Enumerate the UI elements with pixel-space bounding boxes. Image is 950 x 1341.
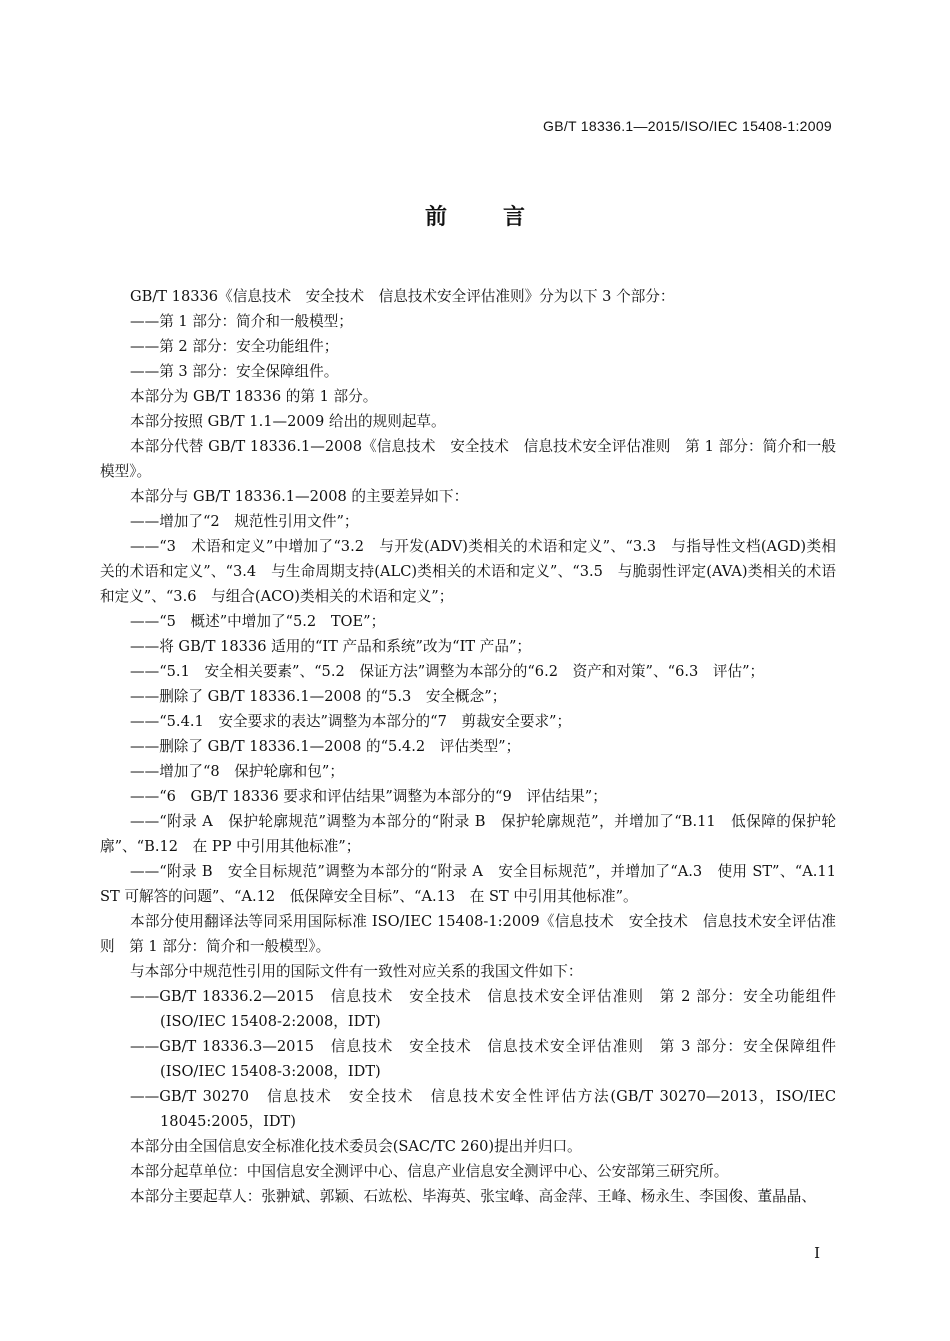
list-item: ——将 GB/T 18336 适用的“IT 产品和系统”改为“IT 产品”； [130, 638, 531, 655]
paragraph: 本部分为 GB/T 18336 的第 1 部分。 [130, 388, 378, 405]
list-item: ——“5.4.1 安全要求的表达”调整为本部分的“7 剪裁安全要求”； [130, 713, 572, 730]
list-item: ——“6 GB/T 18336 要求和评估结果”调整为本部分的“9 评估结果”； [130, 788, 607, 805]
list-item: ——第 1 部分：简介和一般模型； [130, 313, 353, 330]
page-title: 前言 [424, 204, 581, 230]
list-item: ——第 2 部分：安全功能组件； [130, 338, 339, 355]
paragraph: 本部分与 GB/T 18336.1—2008 的主要差异如下： [130, 488, 469, 505]
list-item: ——“5.1 安全相关要素”、“5.2 保证方法”调整为本部分的“6.2 资产和对策”、“6.3 评估”； [130, 663, 765, 680]
page-number: I [814, 1244, 820, 1262]
list-item: ——GB/T 30270 信息技术 安全技术 信息技术安全性评估方法(GB/T 30270—2013，ISO/IEC 18045:2005，IDT) [130, 1088, 836, 1130]
list-item: ——增加了“2 规范性引用文件”； [130, 513, 359, 530]
list-item: ——“附录 B 安全目标规范”调整为本部分的“附录 A 安全目标规范”，并增加了“A.3 使用 ST”、“A.11 ST 可解答的问题”、“A.12 低保障安全目标”、“A.13 在 ST 中引用其他标准”。 [100, 863, 851, 905]
list-item: ——“5 概述”中增加了“5.2 TOE”； [130, 613, 386, 630]
foreword-body [100, 284, 851, 1209]
list-item: ——第 3 部分：安全保障组件。 [130, 363, 339, 380]
list-item: ——GB/T 18336.3—2015 信息技术 安全技术 信息技术安全评估准则 第 3 部分：安全保障组件(ISO/IEC 15408-3:2008，IDT) [130, 1038, 836, 1080]
standard-number: GB/T 18336.1—2015/ISO/IEC 15408-1:2009 [543, 118, 832, 134]
list-item: ——“附录 A 保护轮廓规范”调整为本部分的“附录 B 保护轮廓规范”，并增加了“B.11 低保障的保护轮廓”、“B.12 在 PP 中引用其他标准”； [100, 813, 836, 855]
paragraph: 本部分由全国信息安全标准化技术委员会(SAC/TC 260)提出并归口。 [130, 1138, 582, 1155]
paragraph: 本部分主要起草人：张翀斌、郭颖、石竑松、毕海英、张宝峰、高金萍、王峰、杨永生、李国俊、董晶晶、 [130, 1188, 816, 1205]
list-item: ——“3 术语和定义”中增加了“3.2 与开发(ADV)类相关的术语和定义”、“3.3 与指导性文档(AGD)类相关的术语和定义”、“3.4 与生命周期支持(ALC)类相关的术语和定义”、“3.5 与脆弱性评定(AVA)类相关的术语和定义”、“3.6 与组合(ACO)类相关的术语和定义”； [100, 538, 836, 605]
list-item: ——GB/T 18336.2—2015 信息技术 安全技术 信息技术安全评估准则 第 2 部分：安全功能组件(ISO/IEC 15408-2:2008，IDT) [130, 988, 836, 1030]
list-item: ——删除了 GB/T 18336.1—2008 的“5.3 安全概念”； [130, 688, 507, 705]
paragraph: GB/T 18336《信息技术 安全技术 信息技术安全评估准则》分为以下 3 个部分： [130, 288, 675, 305]
paragraph: 本部分使用翻译法等同采用国际标准 ISO/IEC 15408-1:2009《信息技术 安全技术 信息技术安全评估准则 第 1 部分：简介和一般模型》。 [100, 913, 836, 955]
list-item: ——增加了“8 保护轮廓和包”； [130, 763, 344, 780]
paragraph: 与本部分中规范性引用的国际文件有一致性对应关系的我国文件如下： [130, 963, 583, 980]
paragraph: 本部分代替 GB/T 18336.1—2008《信息技术 安全技术 信息技术安全评估准则 第 1 部分：简介和一般模型》。 [100, 438, 836, 480]
paragraph: 本部分按照 GB/T 1.1—2009 给出的规则起草。 [130, 413, 446, 430]
list-item: ——删除了 GB/T 18336.1—2008 的“5.4.2 评估类型”； [130, 738, 521, 755]
paragraph: 本部分起草单位：中国信息安全测评中心、信息产业信息安全测评中心、公安部第三研究所。 [130, 1163, 729, 1180]
